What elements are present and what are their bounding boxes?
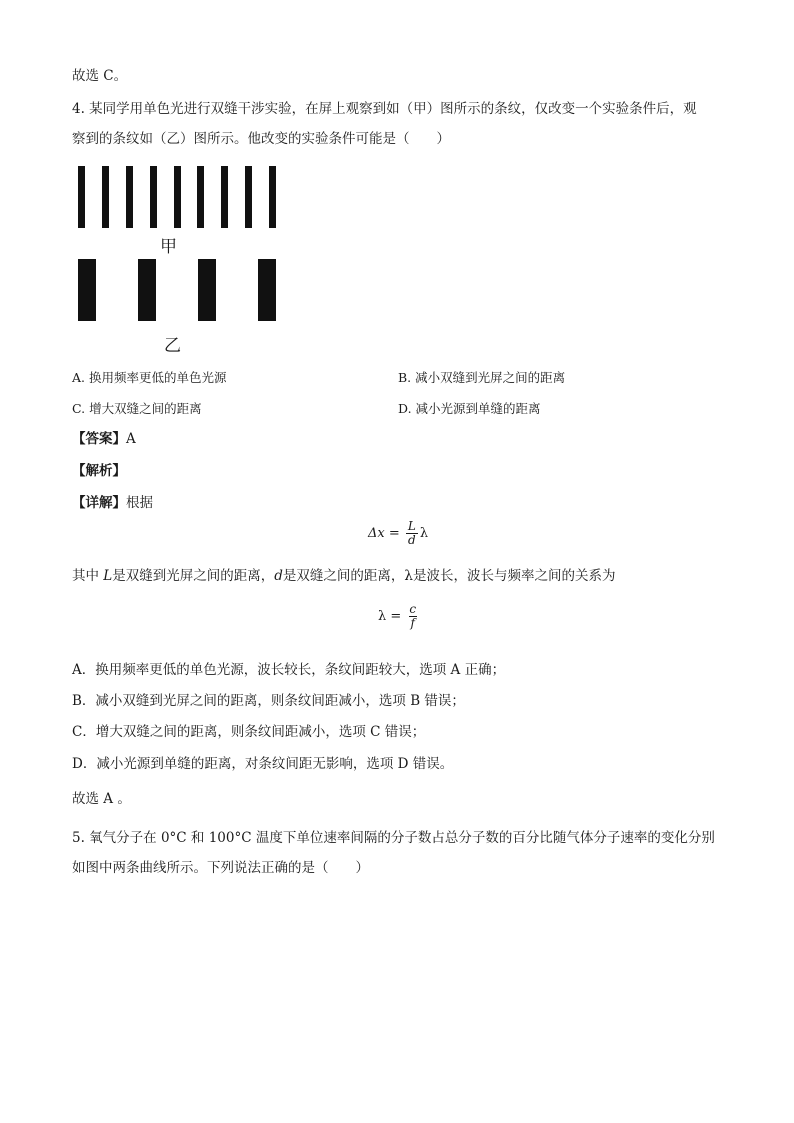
formula-fringe-spacing [368,520,428,547]
figure-label-jia: 甲 [160,237,177,257]
reason-d: D．减小光源到单缝的距离，对条纹间距无影响，选项 D 错误。 [72,756,454,772]
dark-fringe-yi [198,259,216,321]
formula1-denominator: d [408,533,416,547]
formula2-numerator: c [409,602,417,616]
question-5-text-line-1: 5. 氧气分子在 0°C 和 100°C 温度下单位速率间隔的分子数占总分子数的百分比随气体分子速率的变化分别 [72,830,715,846]
analysis-tag [72,461,126,481]
formula2-lhs: λ = [378,609,402,624]
answer-line [72,429,136,449]
dark-fringe-jia [221,166,228,228]
fringe-pattern-jia [78,166,276,228]
answer-tag: 【答案】 [72,431,126,447]
question-4-text-line-2: 察到的条纹如（乙）图所示。他改变的实验条件可能是（ ） [72,131,450,147]
option-b: B. 减小双缝到光屏之间的距离 [398,370,566,385]
conclusion-line: 故选 A 。 [72,791,131,807]
question-5-text-line-2: 如图中两条曲线所示。下列说法正确的是（ ） [72,860,369,876]
dark-fringe-yi [138,259,156,321]
option-c: C. 增大双缝之间的距离 [72,401,202,416]
dark-fringe-jia [78,166,85,228]
dark-fringe-yi [78,259,96,321]
dark-fringe-jia [126,166,133,228]
question-4-text-line-1: 4. 某同学用单色光进行双缝干涉实验，在屏上观察到如（甲）图所示的条纹，仅改变一个实验条件后，观 [72,101,697,117]
explain-part-1: 其中 [72,568,99,584]
dark-fringe-jia [102,166,109,228]
explain-symbol-l: L [103,568,113,584]
option-d: D. 减小光源到单缝的距离 [398,401,541,416]
formula-wavelength [378,603,420,630]
reason-c: C．增大双缝之间的距离，则条纹间距减小，选项 C 错误； [72,724,426,740]
formula1-numerator: L [407,519,416,533]
formula1-lhs: Δx = [368,526,400,541]
answer-value: A [126,431,136,447]
previous-answer-line: 故选 C。 [72,68,128,84]
dark-fringe-jia [245,166,252,228]
dark-fringe-yi [258,259,276,321]
dark-fringe-jia [174,166,181,228]
reason-a: A．换用频率更低的单色光源，波长较长，条纹间距较大，选项 A 正确； [72,662,506,678]
explain-part-3: 是双缝之间的距离，λ是波长，波长与频率之间的关系为 [282,568,616,584]
dark-fringe-jia [269,166,276,228]
detail-tag: 【详解】 [72,495,126,511]
fringe-pattern-yi [78,259,276,321]
explain-part-2: 是双缝到光屏之间的距离， [112,568,275,584]
analysis-label: 【解析】 [72,463,126,479]
formula2-denominator: f [410,616,415,630]
reason-b: B．减小双缝到光屏之间的距离，则条纹间距减小，选项 B 错误； [72,693,465,709]
figure-label-yi: 乙 [164,336,181,356]
option-a: A. 换用频率更低的单色光源 [72,370,227,385]
detail-intro: 根据 [126,495,153,511]
explain-symbol-d: d [274,568,283,584]
formula2-fraction [407,603,418,630]
explanation-line [72,566,615,586]
detail-line [72,493,153,513]
dark-fringe-jia [150,166,157,228]
formula1-rhs: λ [419,526,429,541]
formula1-fraction [406,520,418,547]
dark-fringe-jia [197,166,204,228]
